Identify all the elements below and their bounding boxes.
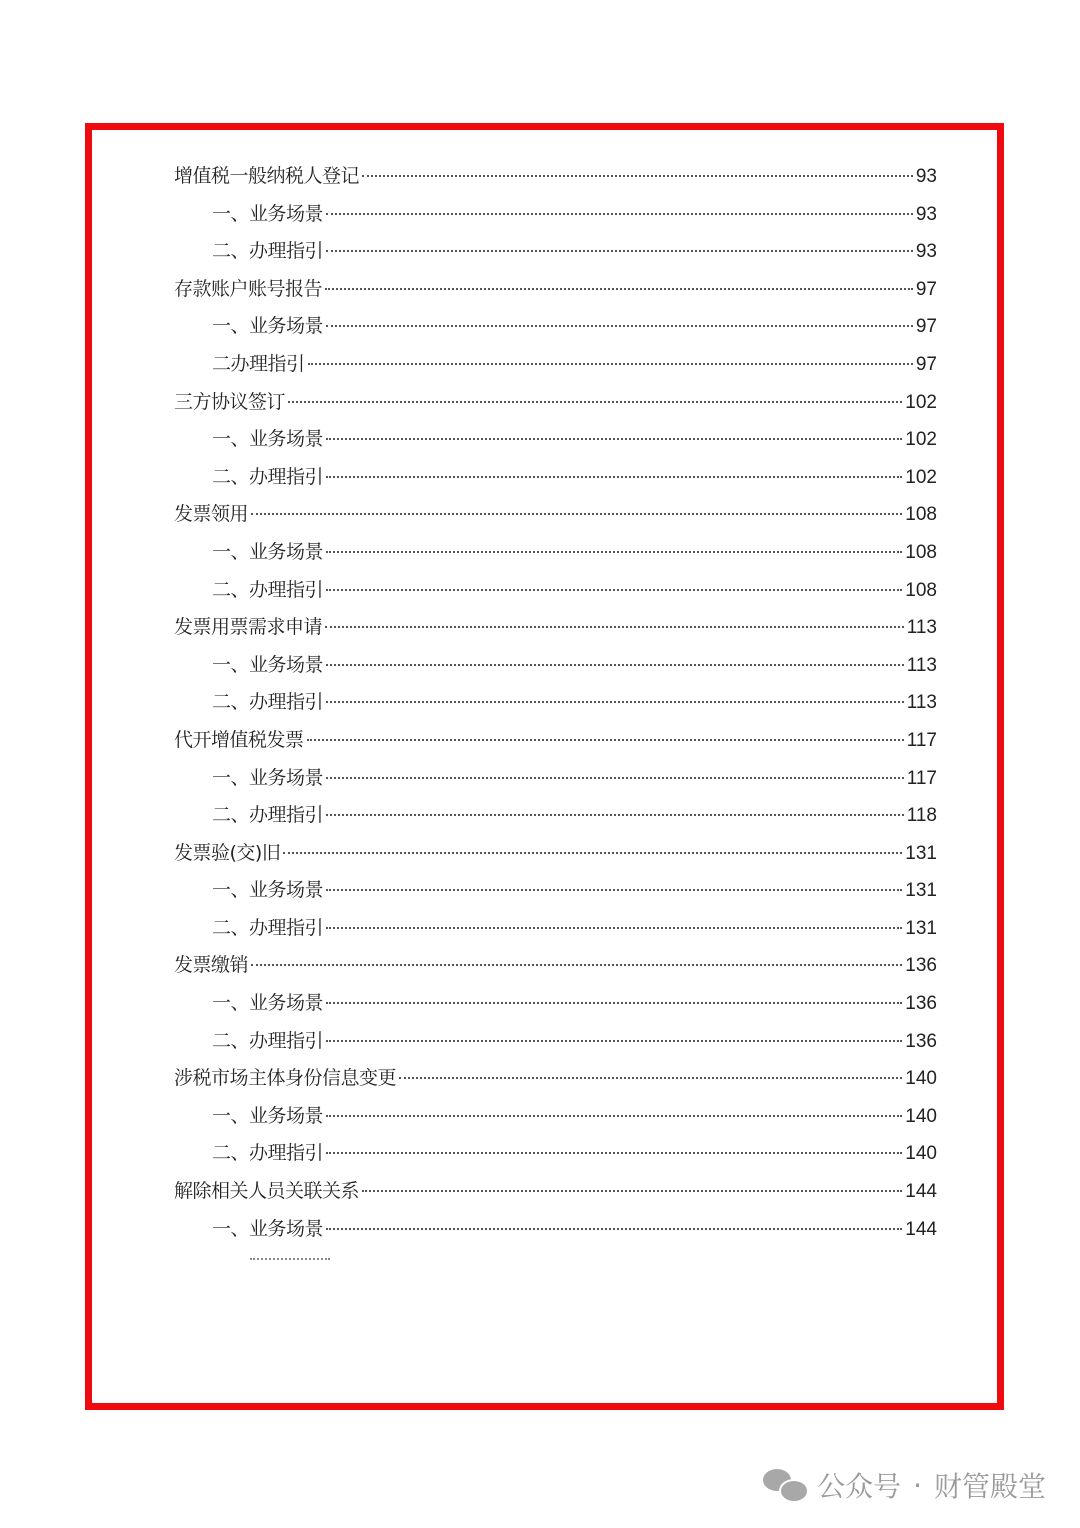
toc-entry-title: 一、业务场景 bbox=[212, 992, 324, 1015]
toc-dot-leader bbox=[288, 400, 902, 403]
toc-entry-title: 二、办理指引 bbox=[212, 240, 324, 263]
toc-page-number: 97 bbox=[915, 353, 937, 375]
toc-subsection-row[interactable] bbox=[174, 760, 937, 798]
toc-entry-title: 二、办理指引 bbox=[212, 1142, 324, 1165]
toc-subsection-row[interactable] bbox=[174, 459, 937, 497]
toc-dot-leader bbox=[326, 813, 904, 816]
toc-dot-leader bbox=[326, 1227, 902, 1230]
toc-subsection-row[interactable] bbox=[174, 1135, 937, 1173]
toc-entry-title: 一、业务场景 bbox=[212, 766, 324, 789]
toc-page-number: 97 bbox=[915, 316, 937, 338]
toc-entry-title: 发票缴销 bbox=[174, 954, 249, 977]
toc-page-number: 140 bbox=[905, 1105, 937, 1127]
toc-entry-title: 发票领用 bbox=[174, 503, 249, 526]
toc-dot-leader bbox=[326, 212, 913, 215]
toc-entry-title: 一、业务场景 bbox=[212, 202, 324, 225]
toc-entry-title: 二办理指引 bbox=[212, 352, 305, 375]
toc-entry-title: 一、业务场景 bbox=[212, 1217, 324, 1240]
toc-page-number: 136 bbox=[905, 993, 937, 1015]
toc-dot-leader bbox=[326, 926, 902, 929]
toc-subsection-row[interactable] bbox=[174, 1211, 937, 1249]
toc-page-number: 108 bbox=[905, 579, 937, 601]
toc-subsection-row[interactable] bbox=[174, 910, 937, 948]
toc-entry-title: 二、办理指引 bbox=[212, 916, 324, 939]
toc-subsection-row[interactable] bbox=[174, 421, 937, 459]
toc-dot-leader bbox=[326, 776, 904, 779]
toc-dot-leader bbox=[251, 512, 902, 515]
toc-page-number: 108 bbox=[905, 541, 937, 563]
toc-subsection-row[interactable] bbox=[174, 985, 937, 1023]
toc-entry-title: 增值税一般纳税人登记 bbox=[174, 165, 360, 187]
toc-page-number: 144 bbox=[905, 1218, 937, 1240]
toc-dot-leader bbox=[399, 1076, 902, 1079]
toc-section-row[interactable] bbox=[174, 496, 937, 534]
toc-dot-leader bbox=[326, 1001, 902, 1004]
watermark-account: 财管殿堂 bbox=[933, 1470, 1046, 1503]
toc-dot-leader bbox=[325, 287, 913, 290]
toc-subsection-row[interactable] bbox=[174, 346, 937, 384]
toc-subsection-row[interactable] bbox=[174, 797, 937, 835]
toc-page-number: 131 bbox=[905, 842, 937, 864]
toc-entry-title: 解除相关人员关联关系 bbox=[174, 1180, 360, 1203]
toc-entry-title: 二、办理指引 bbox=[212, 465, 324, 488]
toc-page-number: 140 bbox=[905, 1068, 937, 1090]
toc-dot-leader bbox=[307, 738, 904, 741]
toc-dot-leader bbox=[326, 888, 902, 891]
toc-entry-title: 一、业务场景 bbox=[212, 540, 324, 563]
toc-section-row[interactable] bbox=[174, 1060, 937, 1098]
toc-dot-leader bbox=[326, 437, 902, 440]
toc-page-number: 102 bbox=[905, 466, 937, 488]
toc-page-number: 113 bbox=[906, 617, 937, 639]
toc-dot-leader bbox=[326, 588, 902, 591]
toc-entry-title: 三方协议签订 bbox=[174, 390, 286, 413]
toc-page-number: 113 bbox=[906, 654, 937, 676]
toc-page-number: 97 bbox=[915, 278, 937, 300]
toc-dot-leader bbox=[326, 663, 904, 666]
toc-subsection-row[interactable] bbox=[174, 647, 937, 685]
toc-subsection-row[interactable] bbox=[174, 534, 937, 572]
toc-entry-title: 二、办理指引 bbox=[212, 804, 324, 827]
toc-subsection-row[interactable] bbox=[174, 572, 937, 610]
toc-dot-leader bbox=[326, 475, 902, 478]
toc-section-row[interactable] bbox=[174, 835, 937, 873]
toc-subsection-row[interactable] bbox=[174, 233, 937, 271]
toc-page-number: 108 bbox=[905, 504, 937, 526]
toc-dot-leader bbox=[251, 963, 902, 966]
toc-dot-leader bbox=[326, 1114, 902, 1117]
toc-page-number: 144 bbox=[905, 1181, 937, 1203]
watermark-label: 公众号 bbox=[817, 1470, 902, 1503]
toc-page-number: 117 bbox=[906, 767, 937, 789]
toc-subsection-row[interactable] bbox=[174, 1098, 937, 1136]
toc-page-number: 136 bbox=[905, 1030, 937, 1052]
toc-page-number: 113 bbox=[906, 692, 937, 714]
toc-entry-title: 一、业务场景 bbox=[212, 428, 324, 451]
truncated-next-entry bbox=[250, 1254, 330, 1260]
toc-entry-title: 发票验(交)旧 bbox=[174, 841, 281, 864]
toc-dot-leader bbox=[326, 1039, 902, 1042]
toc-section-row[interactable] bbox=[174, 609, 937, 647]
wechat-watermark bbox=[763, 1462, 1046, 1508]
toc-subsection-row[interactable] bbox=[174, 684, 937, 722]
toc-entry-title: 一、业务场景 bbox=[212, 1104, 324, 1127]
toc-page-number: 102 bbox=[905, 429, 937, 451]
toc-entry-title: 一、业务场景 bbox=[212, 315, 324, 338]
watermark-separator: · bbox=[913, 1468, 922, 1502]
wechat-icon bbox=[763, 1467, 807, 1503]
toc-page-number: 136 bbox=[905, 955, 937, 977]
toc-dot-leader bbox=[362, 1189, 902, 1192]
toc-page-number: 93 bbox=[915, 241, 937, 263]
toc-dot-leader bbox=[326, 700, 904, 703]
toc-subsection-row[interactable] bbox=[174, 1023, 937, 1061]
toc-page-number: 93 bbox=[915, 166, 937, 187]
toc-section-row[interactable] bbox=[174, 947, 937, 985]
toc-entry-title: 二、办理指引 bbox=[212, 1029, 324, 1052]
toc-dot-leader bbox=[326, 324, 913, 327]
toc-entry-title: 发票用票需求申请 bbox=[174, 616, 323, 639]
toc-dot-leader bbox=[362, 174, 913, 177]
toc-dot-leader bbox=[325, 625, 904, 628]
toc-section-row[interactable] bbox=[174, 722, 937, 760]
toc-entry-title: 二、办理指引 bbox=[212, 691, 324, 714]
toc-page-number: 131 bbox=[905, 917, 937, 939]
toc-page-number: 131 bbox=[905, 880, 937, 902]
toc-section-row[interactable] bbox=[174, 384, 937, 422]
toc-entry-title: 涉税市场主体身份信息变更 bbox=[174, 1067, 397, 1090]
toc-dot-leader bbox=[326, 249, 913, 252]
toc-subsection-row[interactable] bbox=[174, 196, 937, 234]
toc-page-number: 102 bbox=[905, 391, 937, 413]
toc-page-number: 118 bbox=[906, 805, 937, 827]
toc-entry-title: 一、业务场景 bbox=[212, 653, 324, 676]
toc-dot-leader bbox=[326, 550, 902, 553]
table-of-contents bbox=[174, 158, 937, 1248]
toc-subsection-row[interactable] bbox=[174, 308, 937, 346]
toc-subsection-row[interactable] bbox=[174, 872, 937, 910]
toc-dot-leader bbox=[308, 362, 913, 365]
toc-entry-title: 代开增值税发票 bbox=[174, 728, 304, 751]
toc-entry-title: 二、办理指引 bbox=[212, 578, 324, 601]
toc-section-row[interactable] bbox=[174, 1173, 937, 1211]
toc-page-number: 117 bbox=[906, 729, 937, 751]
toc-dot-leader bbox=[283, 851, 902, 854]
toc-entry-title: 一、业务场景 bbox=[212, 879, 324, 902]
toc-section-row[interactable] bbox=[174, 271, 937, 309]
toc-dot-leader bbox=[326, 1151, 902, 1154]
toc-entry-title: 存款账户账号报告 bbox=[174, 277, 323, 300]
toc-section-row[interactable] bbox=[174, 158, 937, 196]
toc-page-number: 93 bbox=[915, 203, 937, 225]
toc-page-number: 140 bbox=[905, 1143, 937, 1165]
